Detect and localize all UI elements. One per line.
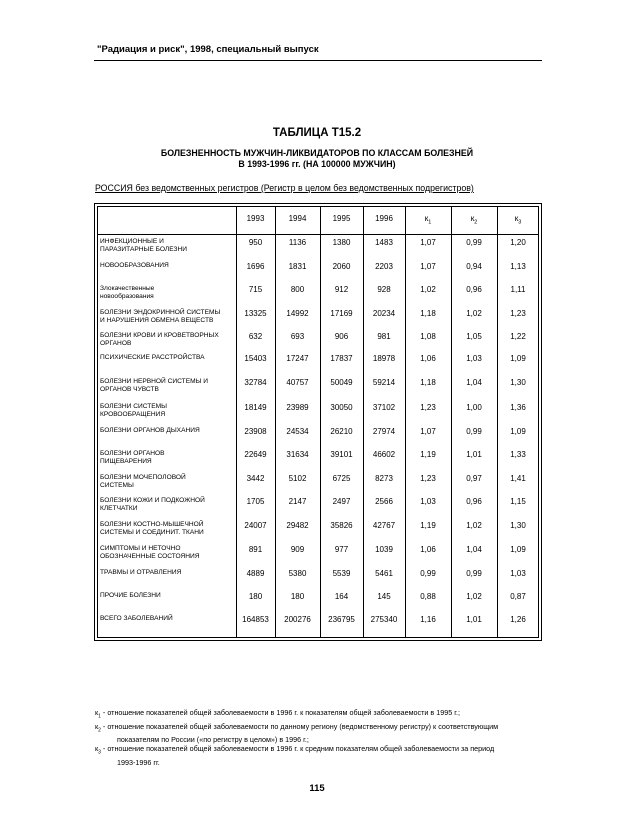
- col-header-k1: [405, 214, 451, 226]
- cell-k1: 1,06: [420, 545, 436, 554]
- footnotes: [95, 708, 543, 767]
- cell-k3: 1,22: [510, 332, 526, 341]
- row-label-line-2: КРОВООБРАЩЕНИЯ: [100, 411, 166, 418]
- footnote-k3-sub: 3: [98, 749, 101, 756]
- cell-1995: 2497: [332, 497, 351, 506]
- cell-k3: 1,23: [510, 309, 526, 318]
- cell-k1: 1,16: [420, 615, 436, 624]
- row-label: [100, 309, 238, 325]
- footnote-k3-cont: 1993-1996 гг.: [117, 758, 160, 768]
- cell-1993: 32784: [244, 378, 267, 387]
- row-label: [100, 545, 238, 561]
- row-label-line-1: БОЛЕЗНИ ОРГАНОВ: [100, 450, 165, 457]
- cell-1995: 50049: [330, 378, 353, 387]
- row-label-line-1: БОЛЕЗНИ СИСТЕМЫ: [100, 403, 168, 410]
- row-label-line-1: БОЛЕЗНИ КОСТНО-МЫШЕЧНОЙ: [100, 521, 204, 528]
- cell-1993: 1705: [246, 497, 265, 506]
- cell-1994: 24534: [286, 427, 309, 436]
- footnote-k2-sub: 2: [98, 727, 101, 734]
- cell-1995: 2060: [332, 262, 351, 271]
- cell-1996: 5461: [375, 569, 393, 578]
- row-label: [100, 332, 238, 348]
- row-label: [100, 450, 238, 466]
- cell-1994: 23989: [286, 403, 309, 412]
- cell-1996: 981: [377, 332, 391, 341]
- cell-1994: 200276: [284, 615, 311, 624]
- footnote-k3-text: - отношение показателей общей заболеваемости в 1996 г. к средним показателям общей заболеваемости за период: [100, 744, 495, 754]
- cell-1994: 909: [290, 545, 305, 554]
- cell-1996: 18978: [372, 354, 396, 363]
- row-label-line-1: ПРОЧИЕ БОЛЕЗНИ: [100, 592, 161, 599]
- cell-1993: 891: [248, 545, 263, 554]
- cell-k2: 0,99: [466, 427, 482, 436]
- cell-k3: 1,20: [510, 238, 526, 247]
- k1-base: к: [424, 214, 429, 223]
- cell-1993: 18149: [244, 403, 267, 412]
- row-label-line-1: БОЛЕЗНИ МОЧЕПОЛОВОЙ: [100, 474, 186, 481]
- cell-k1: 1,02: [420, 285, 436, 294]
- cell-1996: 2566: [375, 497, 393, 506]
- cell-k3: 1,13: [510, 262, 526, 271]
- cell-k1: 1,18: [420, 378, 436, 387]
- row-label-line-2: ПАРАЗИТАРНЫЕ БОЛЕЗНИ: [100, 246, 187, 253]
- cell-1993: 24007: [244, 521, 267, 530]
- cell-1996: 46602: [372, 450, 396, 459]
- cell-1993: 22649: [244, 450, 267, 459]
- cell-k1: 1,23: [420, 403, 436, 412]
- row-label-line-2: ОРГАНОВ: [100, 340, 132, 347]
- row-label-line-1: БОЛЕЗНИ КРОВИ И КРОВЕТВОРНЫХ: [100, 332, 219, 339]
- cell-1995: 5539: [332, 569, 351, 578]
- cell-1994: 180: [290, 592, 305, 601]
- cell-k1: 1,19: [420, 521, 436, 530]
- cell-k3: 1,36: [510, 403, 526, 412]
- cell-1996: 928: [377, 285, 391, 294]
- header-divider: [97, 234, 539, 235]
- cell-k1: 0,99: [420, 569, 436, 578]
- cell-k2: 0,94: [466, 262, 482, 271]
- cell-k2: 0,97: [466, 474, 482, 483]
- cell-k2: 1,02: [466, 309, 482, 318]
- footnote-k2-text: - отношение показателей общей заболеваемости по данному региону (ведомственному регистру) к соответствующим: [100, 721, 499, 731]
- row-label-line-1: БОЛЕЗНИ КОЖИ И ПОДКОЖНОЙ: [100, 497, 205, 504]
- cell-1993: 4889: [246, 569, 265, 578]
- row-label: [100, 474, 238, 490]
- cell-k2: 1,02: [466, 521, 482, 530]
- cell-1996: 1483: [375, 238, 393, 247]
- cell-1995: 39101: [330, 450, 353, 459]
- row-label: [100, 403, 238, 419]
- cell-1996: 1039: [375, 545, 393, 554]
- col-header-1994: 1994: [288, 214, 307, 223]
- footnote-k2-base: к: [95, 721, 99, 731]
- row-label-line-2: И НАРУШЕНИЯ ОБМЕНА ВЕЩЕСТВ: [100, 317, 214, 324]
- footnote-k3: [95, 744, 543, 767]
- cell-k3: 1,15: [510, 497, 526, 506]
- cell-k2: 1,01: [466, 615, 482, 624]
- footnote-k2: [95, 722, 543, 745]
- k3-base: к: [514, 214, 519, 223]
- cell-1996: 8273: [375, 474, 393, 483]
- row-label: [100, 521, 238, 537]
- cell-1995: 35826: [330, 521, 353, 530]
- cell-1993: 3442: [246, 474, 265, 483]
- cell-1993: 180: [248, 592, 263, 601]
- cell-k2: 0,96: [466, 497, 482, 506]
- row-label: [100, 238, 238, 254]
- cell-k3: 1,33: [510, 450, 526, 459]
- cell-1995: 26210: [330, 427, 353, 436]
- cell-1995: 164: [334, 592, 349, 601]
- cell-k2: 1,01: [466, 450, 482, 459]
- cell-1993: 23908: [244, 427, 267, 436]
- row-label: [100, 262, 238, 270]
- cell-k1: 1,03: [420, 497, 436, 506]
- cell-1994: 5102: [288, 474, 307, 483]
- row-label-line-1: ТРАВМЫ И ОТРАВЛЕНИЯ: [100, 569, 182, 576]
- cell-k2: 1,00: [466, 403, 482, 412]
- footnote-k1-sub: 1: [98, 713, 101, 720]
- k2-base: к: [470, 214, 475, 223]
- row-label: [100, 285, 238, 301]
- cell-k2: 1,02: [466, 592, 482, 601]
- footnote-k3-base: к: [95, 744, 99, 754]
- col-header-1993: 1993: [246, 214, 265, 223]
- row-label: [100, 427, 238, 435]
- cell-1993: 164853: [242, 615, 269, 624]
- cell-1995: 30050: [330, 403, 353, 412]
- cell-1993: 1696: [246, 262, 265, 271]
- cell-k1: 1,06: [420, 354, 436, 363]
- cell-1995: 977: [334, 545, 349, 554]
- cell-k2: 0,96: [466, 285, 482, 294]
- footnote-k1: [95, 708, 543, 722]
- row-label: [100, 354, 238, 362]
- cell-1996: 145: [377, 592, 391, 601]
- cell-1994: 1136: [288, 238, 307, 247]
- row-label-line-2: ПИЩЕВАРЕНИЯ: [100, 458, 152, 465]
- k3-sub: 3: [518, 219, 522, 226]
- cell-1995: 17837: [330, 354, 353, 363]
- cell-1993: 13325: [244, 309, 267, 318]
- row-label: [100, 592, 238, 600]
- row-label-line-1: Злокачественные: [100, 285, 155, 292]
- cell-k2: 1,04: [466, 545, 482, 554]
- cell-k1: 1,07: [420, 238, 436, 247]
- row-label-line-1: СИМПТОМЫ И НЕТОЧНО: [100, 545, 181, 552]
- col-header-k3: [497, 214, 539, 226]
- cell-k3: 1,26: [510, 615, 526, 624]
- cell-1994: 800: [290, 285, 305, 294]
- table-scope: РОССИЯ без ведомственных регистров (Регистр в целом без ведомственных подрегистров): [95, 183, 474, 193]
- cell-k1: 1,19: [420, 450, 436, 459]
- cell-1996: 20234: [372, 309, 396, 318]
- cell-k1: 1,08: [420, 332, 436, 341]
- row-label-line-1: ИНФЕКЦИОННЫЕ И: [100, 238, 164, 245]
- cell-1995: 906: [334, 332, 349, 341]
- cell-1993: 715: [248, 285, 263, 294]
- cell-1996: 37102: [372, 403, 396, 412]
- cell-1994: 29482: [286, 521, 309, 530]
- cell-k3: 0,87: [510, 592, 526, 601]
- cell-1996: 59214: [372, 378, 396, 387]
- cell-k2: 1,04: [466, 378, 482, 387]
- table-subtitle: [0, 148, 634, 170]
- subtitle-line-1: БОЛЕЗНЕННОСТЬ МУЖЧИН-ЛИКВИДАТОРОВ ПО КЛАССАМ БОЛЕЗНЕЙ: [160, 148, 474, 158]
- row-label-line-2: КЛЕТЧАТКИ: [100, 505, 138, 512]
- k2-sub: 2: [474, 219, 478, 226]
- subtitle-line-2: В 1993-1996 гг. (НА 100000 МУЖЧИН): [238, 159, 396, 169]
- cell-k3: 1,09: [510, 545, 526, 554]
- row-label-line-1: ВСЕГО ЗАБОЛЕВАНИЙ: [100, 615, 173, 622]
- page-number: 115: [309, 783, 325, 794]
- cell-1995: 236795: [328, 615, 355, 624]
- cell-1996: 27974: [372, 427, 396, 436]
- cell-1994: 1831: [288, 262, 307, 271]
- cell-k1: 1,07: [420, 427, 436, 436]
- cell-k3: 1,03: [510, 569, 526, 578]
- row-label-line-2: СИСТЕМЫ И СОЕДИНИТ. ТКАНИ: [100, 529, 204, 536]
- cell-1993: 950: [248, 238, 263, 247]
- row-label-line-1: БОЛЕЗНИ ОРГАНОВ ДЫХАНИЯ: [100, 427, 200, 434]
- row-label: [100, 497, 238, 513]
- cell-1993: 15403: [244, 354, 267, 363]
- header-rule: [94, 60, 542, 61]
- row-label-line-1: НОВООБРАЗОВАНИЯ: [100, 262, 169, 269]
- cell-k3: 1,30: [510, 378, 526, 387]
- cell-1994: 40757: [286, 378, 309, 387]
- cell-k2: 1,05: [466, 332, 482, 341]
- row-label-line-1: ПСИХИЧЕСКИЕ РАССТРОЙСТВА: [100, 354, 205, 361]
- row-label: [100, 615, 238, 623]
- cell-k1: 1,18: [420, 309, 436, 318]
- cell-k3: 1,09: [510, 354, 526, 363]
- cell-k1: 1,23: [420, 474, 436, 483]
- row-label: [100, 569, 238, 577]
- cell-1994: 2147: [288, 497, 307, 506]
- k1-sub: 1: [428, 219, 432, 226]
- cell-1995: 912: [334, 285, 349, 294]
- cell-1995: 17169: [330, 309, 353, 318]
- cell-1995: 6725: [332, 474, 351, 483]
- cell-1994: 31634: [286, 450, 309, 459]
- row-label-line-2: ОБОЗНАЧЕННЫЕ СОСТОЯНИЯ: [100, 553, 200, 560]
- cell-k2: 0,99: [466, 569, 482, 578]
- cell-1995: 1380: [332, 238, 351, 247]
- footnote-k1-base: к: [95, 708, 99, 717]
- cell-1996: 275340: [370, 615, 398, 624]
- cell-1994: 693: [290, 332, 305, 341]
- row-label-line-1: БОЛЕЗНИ ЭНДОКРИННОЙ СИСТЕМЫ: [100, 309, 221, 316]
- row-label-line-2: ОРГАНОВ ЧУВСТВ: [100, 386, 159, 393]
- cell-1994: 14992: [286, 309, 309, 318]
- cell-1994: 17247: [286, 354, 309, 363]
- cell-k3: 1,11: [510, 285, 526, 294]
- cell-1993: 632: [248, 332, 263, 341]
- cell-k3: 1,09: [510, 427, 526, 436]
- cell-1996: 42767: [372, 521, 396, 530]
- row-label-line-1: БОЛЕЗНИ НЕРВНОЙ СИСТЕМЫ И: [100, 378, 208, 385]
- cell-k1: 1,07: [420, 262, 436, 271]
- cell-k3: 1,30: [510, 521, 526, 530]
- col-header-1996: 1996: [375, 214, 393, 223]
- footnote-k2-cont: показателям по России («по регистру в целом») в 1996 г.;: [117, 735, 309, 745]
- row-label-line-2: новообразования: [100, 293, 154, 300]
- cell-k1: 0,88: [420, 592, 436, 601]
- cell-k3: 1,41: [510, 474, 526, 483]
- col-header-1995: 1995: [332, 214, 351, 223]
- table-title: ТАБЛИЦА Т15.2: [272, 127, 362, 139]
- row-label-line-2: СИСТЕМЫ: [100, 482, 134, 489]
- cell-1996: 2203: [375, 262, 393, 271]
- cell-k2: 1,03: [466, 354, 482, 363]
- footnote-k1-text: - отношение показателей общей заболеваемости в 1996 г. к показателям общей заболеваемости в 1995 г.;: [100, 708, 460, 717]
- cell-k2: 0,99: [466, 238, 482, 247]
- row-label: [100, 378, 238, 394]
- col-header-k2: [451, 214, 497, 226]
- journal-header: "Радиация и риск", 1998, специальный выпуск: [97, 44, 319, 55]
- cell-1994: 5380: [288, 569, 307, 578]
